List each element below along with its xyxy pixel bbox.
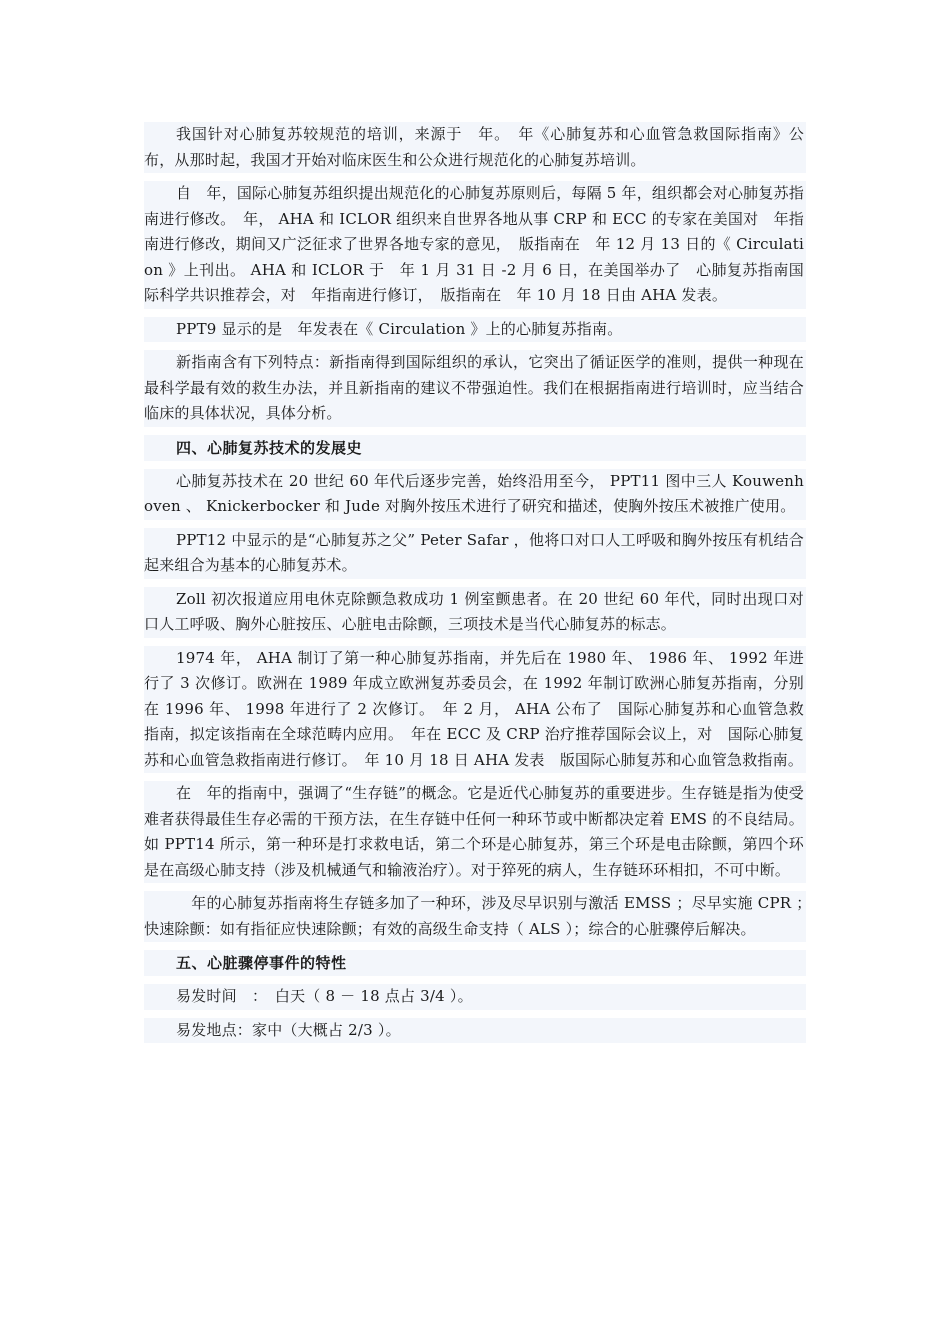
paragraph-cpr-training-origin: 我国针对心肺复苏较规范的培训，来源于 年。 年《心肺复苏和心血管急救国际指南》公布，从那时起，我国才开始对临床医生和公众进行规范化的心肺复苏培训。 xyxy=(144,122,806,173)
paragraph-onset-time: 易发时间 ： 白天（ 8 － 18 点占 3/4 ）。 xyxy=(144,984,806,1010)
paragraph-extended-chain: 年的心肺复苏指南将生存链多加了一种环，涉及尽早识别与激活 EMSS ；尽早实施 CPR ； 快速除颤：如有指征应快速除颤；有效的高级生命支持（ ALS ）；综合的心脏骤停后解决。 xyxy=(144,891,806,942)
paragraph-cpr-technique-history: 心肺复苏技术在 20 世纪 60 年代后逐步完善，始终沿用至今， PPT11 图中三人 Kouwenhoven 、 Knickerbocker 和 Jude 对胸外按压术进行了研究和描述，使胸外按压术被推广使用。 xyxy=(144,469,806,520)
section-heading-cardiac-arrest-traits: 五、心脏骤停事件的特性 xyxy=(144,950,806,976)
paragraph-guideline-revisions: 自 年，国际心肺复苏组织提出规范化的心肺复苏原则后，每隔 5 年，组织都会对心肺复苏指南进行修改。 年， AHA 和 ICLOR 组织来自世界各地从事 CRP 和 ECC 的专家在美国对 年指南进行修改，期间又广泛征求了世界各地专家的意见， 版指南在 年 12 月 13 日的《 Circulation 》上刊出。 AHA 和 ICLOR 于 年 1 月 31 日 -2 月 6 日，在美国举办了 心肺复苏指南国际科学共识推荐会，对 年指南进行修订， 版指南在 年 10 月 18 日由 AHA 发表。 xyxy=(144,181,806,309)
paragraph-peter-safar: PPT12 中显示的是“心肺复苏之父” Peter Safar ，他将口对口人工呼吸和胸外按压有机结合起来组合为基本的心肺复苏术。 xyxy=(144,528,806,579)
paragraph-chain-of-survival: 在 年的指南中，强调了“生存链”的概念。它是近代心肺复苏的重要进步。生存链是指为使受难者获得最佳生存必需的干预方法，在生存链中任何一种环节或中断都决定着 EMS 的不良结局。如 PPT14 所示，第一种环是打求救电话，第二个环是心肺复苏，第三个环是电击除颤，第四个环是在高级心肺支持（涉及机械通气和输液治疗）。对于猝死的病人，生存链环环相扣，不可中断。 xyxy=(144,781,806,883)
section-heading-history: 四、心肺复苏技术的发展史 xyxy=(144,435,806,461)
paragraph-zoll-defibrillation: Zoll 初次报道应用电休克除颤急救成功 1 例室颤患者。在 20 世纪 60 年代，同时出现口对口人工呼吸、胸外心脏按压、心脏电击除颤，三项技术是当代心肺复苏的标志。 xyxy=(144,587,806,638)
document-page xyxy=(144,122,820,1051)
paragraph-ppt9: PPT9 显示的是 年发表在《 Circulation 》上的心肺复苏指南。 xyxy=(144,317,806,343)
paragraph-onset-location: 易发地点：家中（大概占 2/3 ）。 xyxy=(144,1018,806,1044)
paragraph-aha-guideline-timeline: 1974 年， AHA 制订了第一种心肺复苏指南，并先后在 1980 年、 1986 年、 1992 年进行了 3 次修订。欧洲在 1989 年成立欧洲复苏委员会，在 1992 年制订欧洲心肺复苏指南，分别在 1996 年、 1998 年进行了 2 次修订。 年 2 月， AHA 公布了 国际心肺复苏和心血管急救指南，拟定该指南在全球范畴内应用。 年在 ECC 及 CRP 治疗推荐国际会议上，对 国际心肺复苏和心血管急救指南进行修订。 年 10 月 18 日 AHA 发表 版国际心肺复苏和心血管急救指南。 xyxy=(144,646,806,774)
paragraph-new-guideline-features: 新指南含有下列特点：新指南得到国际组织的承认，它突出了循证医学的准则，提供一种现在最科学最有效的救生办法，并且新指南的建议不带强迫性。我们在根据指南进行培训时，应当结合临床的具体状况，具体分析。 xyxy=(144,350,806,427)
